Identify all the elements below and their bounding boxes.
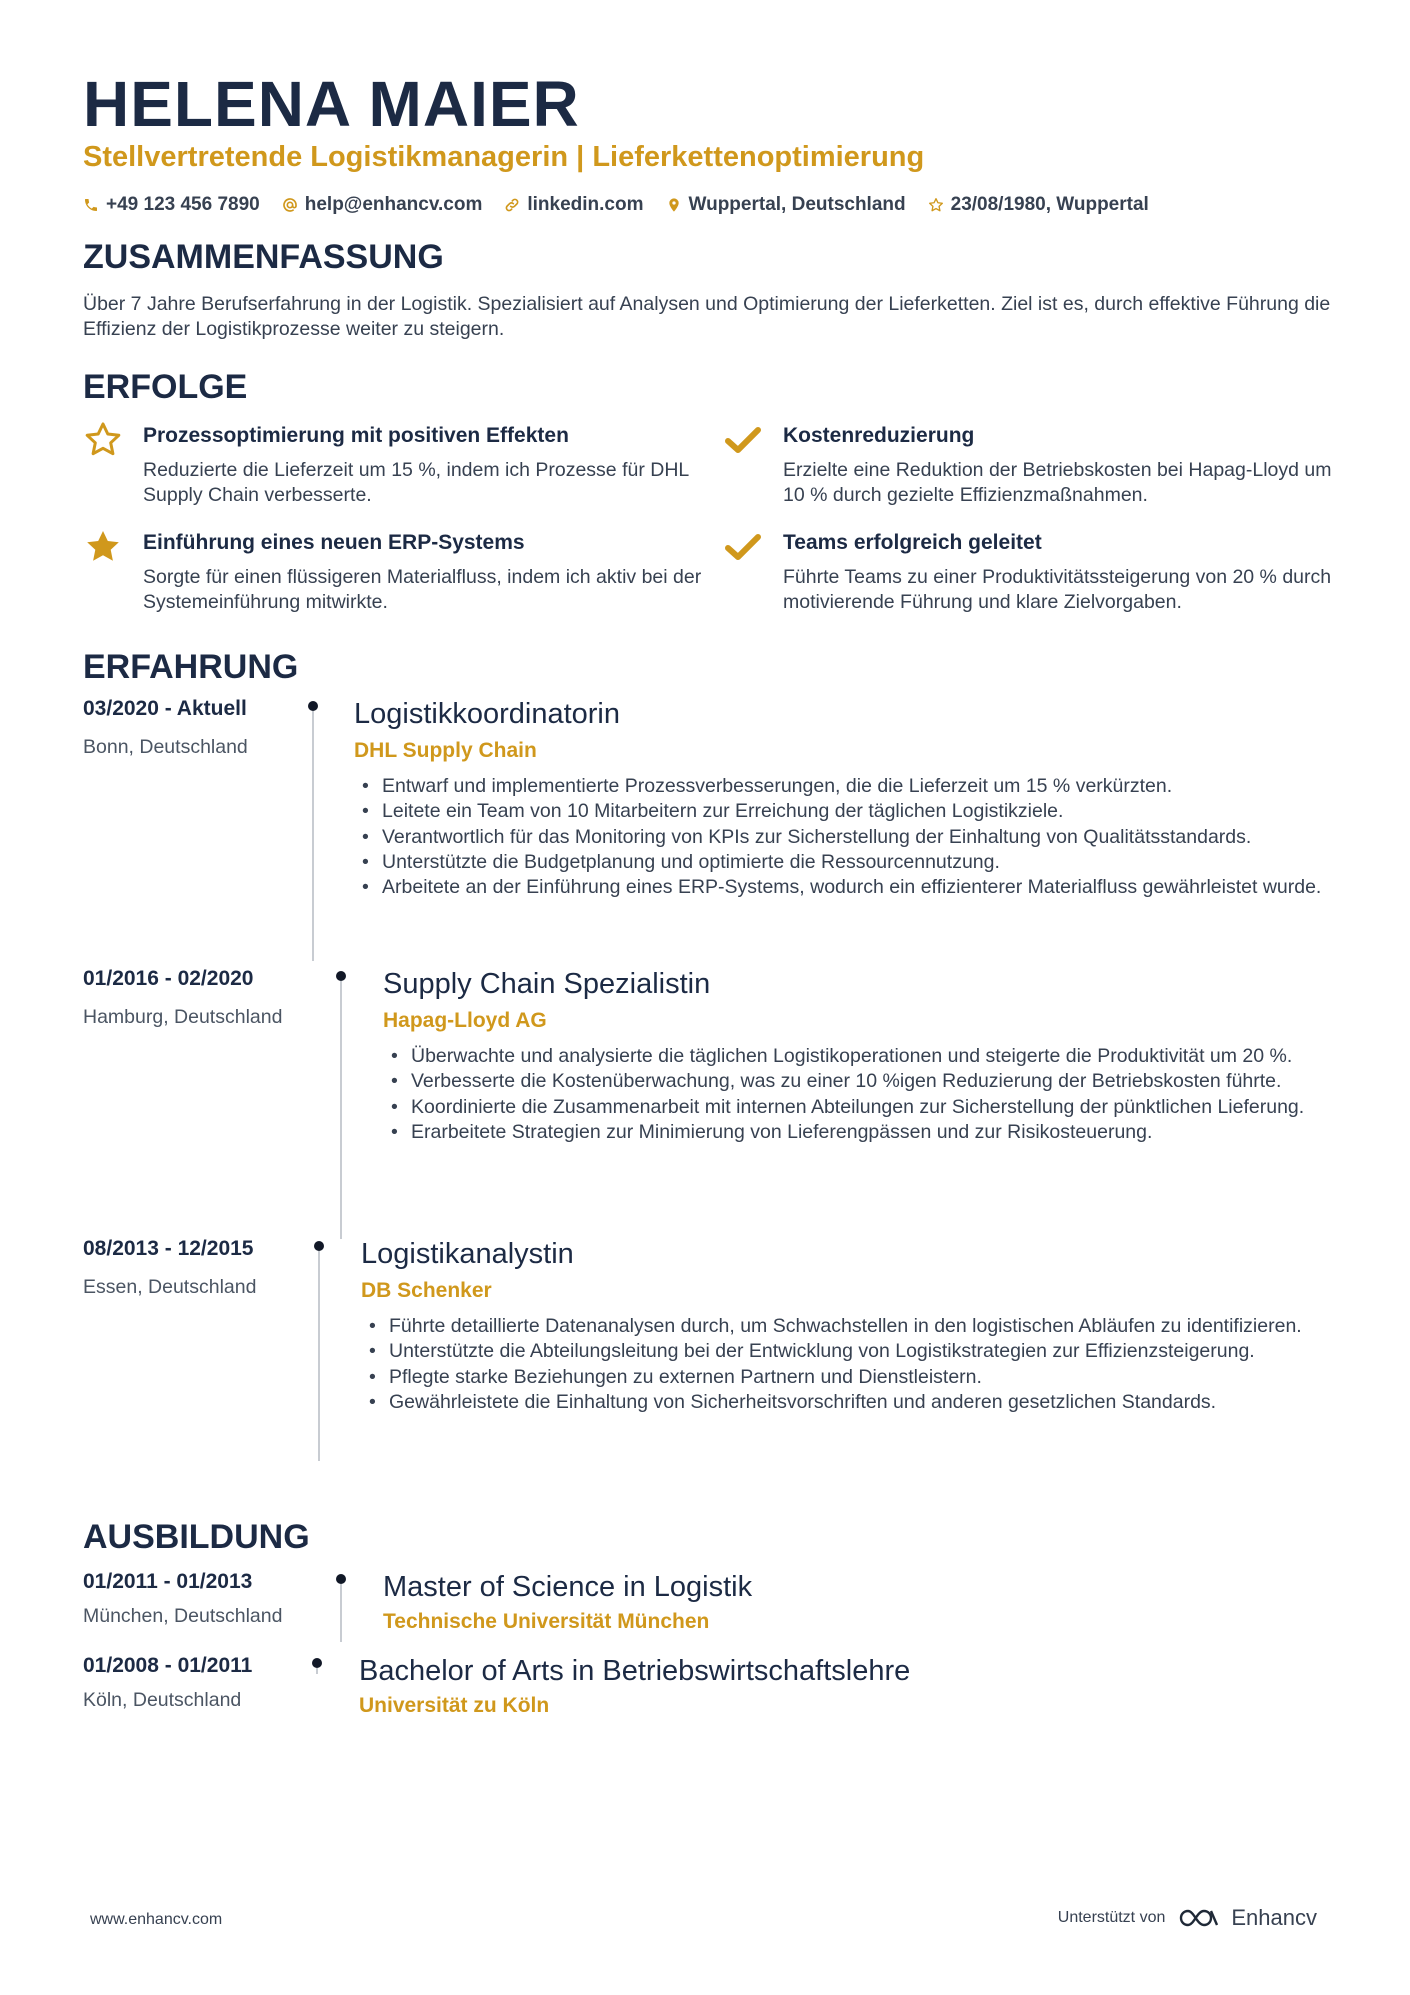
experience-heading: ERFAHRUNG [83, 648, 299, 686]
experience-location: Hamburg, Deutschland [83, 1006, 283, 1028]
timeline-dot [312, 1658, 322, 1668]
timeline-line [340, 981, 342, 1239]
achievement-desc: Erzielte eine Reduktion der Betriebskosten bei Hapag-Lloyd um 10 % durch gezielte Effizienzmaßnahmen. [783, 459, 1332, 506]
contact-email[interactable] [282, 194, 483, 216]
achievements-heading: ERFOLGE [83, 368, 248, 406]
experience-date: 03/2020 - Aktuell [83, 697, 247, 720]
experience-bullets [361, 1314, 1359, 1415]
contact-email-text: help@enhancv.com [304, 194, 483, 215]
star-outline-icon [928, 197, 944, 213]
education-degree: Master of Science in Logistik [383, 1571, 753, 1603]
bullet-item: • Unterstützte die Budgetplanung und optimierte die Ressourcennutzung. [382, 850, 1382, 875]
checkmark-icon [723, 420, 763, 460]
experience-company: DB Schenker [361, 1279, 492, 1302]
star-outline-icon [83, 420, 123, 460]
experience-date: 01/2016 - 02/2020 [83, 967, 254, 990]
footer-branding [1058, 1905, 1317, 1931]
education-degree: Bachelor of Arts in Betriebswirtschaftslehre [359, 1655, 911, 1687]
achievement-desc: Sorgte für einen flüssigeren Materialfluss, indem ich aktiv bei der Systemeinführung mitwirkte. [143, 566, 702, 613]
checkmark-icon [723, 527, 763, 567]
contact-bar [83, 194, 1171, 216]
candidate-name: HELENA MAIER [83, 68, 580, 140]
achievement-title: Prozessoptimierung mit positiven Effekten [143, 424, 569, 447]
contact-linkedin[interactable] [504, 194, 643, 216]
education-heading: AUSBILDUNG [83, 1518, 310, 1556]
bullet-item: • Gewährleistete die Einhaltung von Sicherheitsvorschriften und anderen gesetzlichen Standards. [389, 1390, 1359, 1415]
timeline-line [312, 711, 314, 961]
timeline-dot [336, 1574, 346, 1584]
summary-heading: ZUSAMMENFASSUNG [83, 238, 444, 276]
phone-icon [83, 197, 99, 213]
experience-role: Logistikkoordinatorin [354, 698, 620, 730]
experience-role: Logistikanalystin [361, 1238, 574, 1270]
candidate-headline: Stellvertretende Logistikmanagerin | Lieferkettenoptimierung [83, 141, 925, 173]
achievement-title: Teams erfolgreich geleitet [783, 531, 1042, 554]
timeline-dot [336, 971, 346, 981]
star-filled-icon [83, 527, 123, 567]
experience-bullets [354, 774, 1382, 900]
bullet-item: • Leitete ein Team von 10 Mitarbeitern zur Erreichung der täglichen Logistikziele. [382, 799, 1382, 824]
achievement-title: Kostenreduzierung [783, 424, 975, 447]
bullet-item: • Erarbeitete Strategien zur Minimierung von Lieferengpässen und zur Risikosteuerung. [411, 1120, 1341, 1145]
bullet-item: • Arbeitete an der Einführung eines ERP-Systems, wodurch ein effizienterer Materialfluss gewährleistet wurde. [382, 875, 1382, 900]
experience-role: Supply Chain Spezialistin [383, 968, 711, 1000]
location-pin-icon [666, 197, 682, 213]
contact-linkedin-text: linkedin.com [527, 194, 644, 215]
bullet-item: • Entwarf und implementierte Prozessverbesserungen, die die Lieferzeit um 15 % verkürzten. [382, 774, 1382, 799]
education-school: Universität zu Köln [359, 1694, 550, 1717]
experience-date: 08/2013 - 12/2015 [83, 1237, 254, 1260]
contact-phone-text: +49 123 456 7890 [106, 194, 260, 215]
achievement-desc: Führte Teams zu einer Produktivitätssteigerung von 20 % durch motivierende Führung und klare Zielvorgaben. [783, 566, 1332, 613]
timeline-line [316, 1668, 318, 1674]
achievement-desc: Reduzierte die Lieferzeit um 15 %, indem ich Prozesse für DHL Supply Chain verbesserte. [143, 459, 689, 506]
contact-location-text: Wuppertal, Deutschland [688, 194, 906, 215]
footer-website[interactable]: www.enhancv.com [90, 1911, 223, 1928]
bullet-item: • Pflegte starke Beziehungen zu externen Partnern und Dienstleistern. [389, 1365, 1359, 1390]
contact-birth [928, 194, 1149, 216]
timeline-dot [314, 1241, 324, 1251]
experience-location: Bonn, Deutschland [83, 736, 248, 758]
education-date: 01/2008 - 01/2011 [83, 1654, 253, 1677]
contact-birth-text: 23/08/1980, Wuppertal [950, 194, 1149, 215]
education-location: München, Deutschland [83, 1605, 283, 1627]
bullet-item: • Verantwortlich für das Monitoring von KPIs zur Sicherstellung der Einhaltung von Qualitätsstandards. [382, 825, 1382, 850]
education-date: 01/2011 - 01/2013 [83, 1570, 253, 1593]
achievement-title: Einführung eines neuen ERP-Systems [143, 531, 525, 554]
education-location: Köln, Deutschland [83, 1689, 242, 1711]
link-icon [504, 197, 520, 213]
experience-company: DHL Supply Chain [354, 739, 537, 762]
bullet-item: • Überwachte und analysierte die täglichen Logistikoperationen und steigerte die Produktivität um 20 %. [411, 1044, 1341, 1069]
at-icon [282, 197, 298, 213]
bullet-item: • Koordinierte die Zusammenarbeit mit internen Abteilungen zur Sicherstellung der pünktlichen Lieferung. [411, 1095, 1341, 1120]
experience-company: Hapag-Lloyd AG [383, 1009, 547, 1032]
bullet-item: • Unterstützte die Abteilungsleitung bei der Entwicklung von Logistikstrategien zur Effizienzsteigerung. [389, 1339, 1359, 1364]
contact-location [666, 194, 906, 216]
footer-brand: Enhancv [1231, 1905, 1317, 1930]
bullet-item: • Verbesserte die Kostenüberwachung, was zu einer 10 %igen Reduzierung der Betriebskosten führte. [411, 1069, 1341, 1094]
summary-text: Über 7 Jahre Berufserfahrung in der Logistik. Spezialisiert auf Analysen und Optimierung der Lieferketten. Ziel ist es, durch effektive Führung die Effizienz der Logistikprozesse weiter zu steigern. [83, 293, 1331, 340]
footer-powered-by: Unterstützt von [1057, 1909, 1166, 1926]
timeline-dot [308, 701, 318, 711]
enhancv-logo-icon [1177, 1906, 1221, 1930]
timeline-line [318, 1251, 320, 1461]
timeline-line [340, 1584, 342, 1642]
contact-phone [83, 194, 260, 216]
bullet-item: • Führte detaillierte Datenanalysen durch, um Schwachstellen in den logistischen Abläufen zu identifizieren. [389, 1314, 1359, 1339]
experience-location: Essen, Deutschland [83, 1276, 257, 1298]
experience-bullets [383, 1044, 1341, 1145]
education-school: Technische Universität München [383, 1610, 710, 1633]
